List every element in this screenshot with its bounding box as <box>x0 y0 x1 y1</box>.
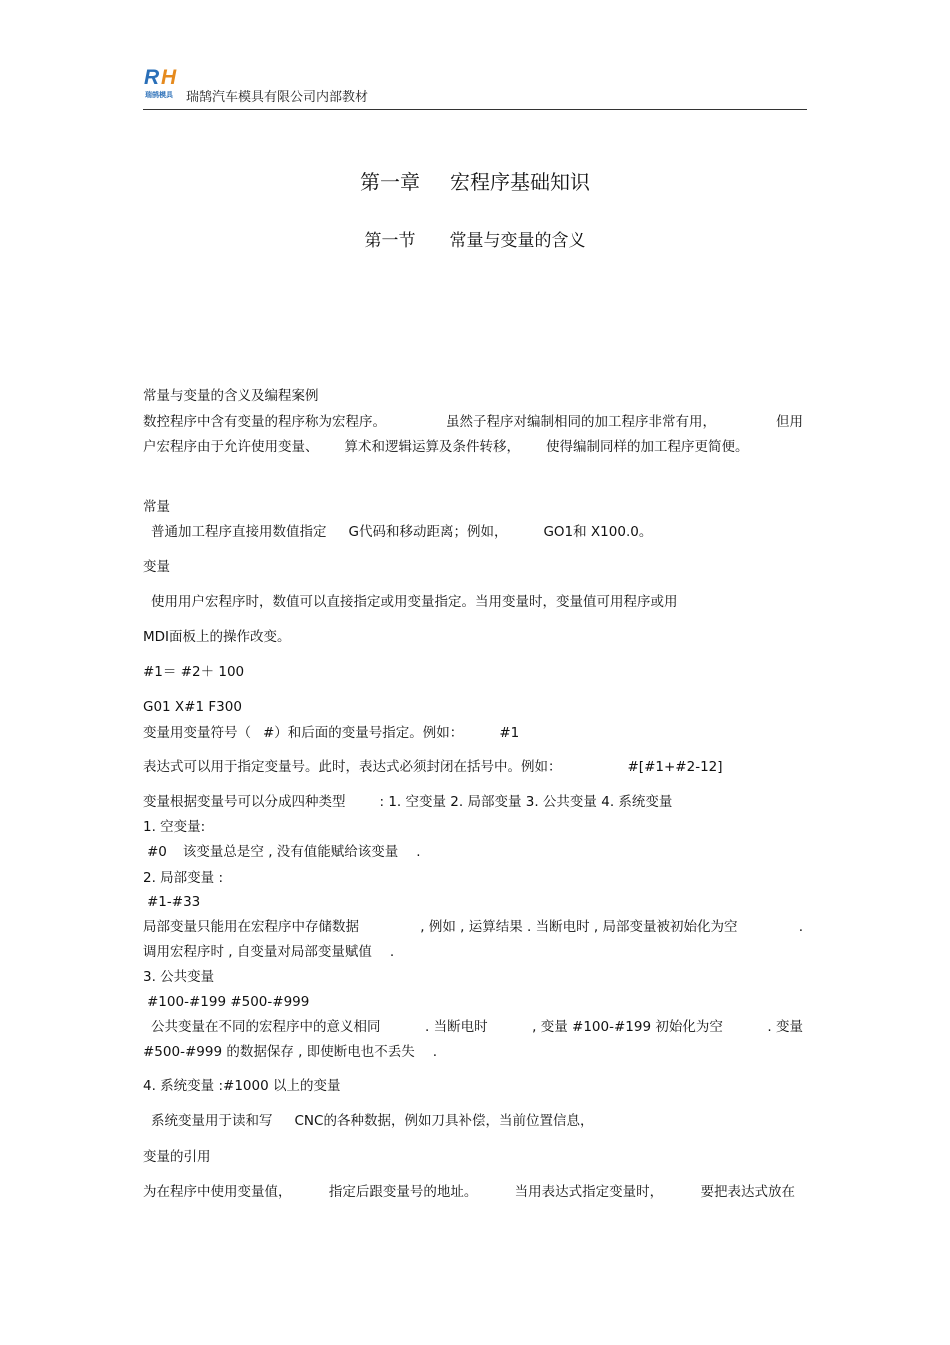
text-span: . <box>432 1044 437 1060</box>
variable-paragraph-line-2: MDI面板上的操作改变。 <box>143 629 291 645</box>
type1-heading: 1. 空变量: <box>143 819 206 835</box>
text-span: 系统变量用于读和写 <box>151 1113 273 1129</box>
text-span: 使得编制同样的加工程序更简便。 <box>546 439 749 455</box>
text-span: . <box>798 919 803 935</box>
text-span: 变量用变量符号（ <box>143 725 251 741</box>
text-span: 为在程序中使用变量值， <box>143 1184 292 1200</box>
text-span: 表达式可以用于指定变量号。此时，表达式必须封闭在括号中。例如： <box>143 759 562 775</box>
intro-paragraph-line-2 <box>143 438 749 456</box>
chapter-title <box>0 166 950 195</box>
text-span: 虽然子程序对编制相同的加工程序非常有用， <box>446 414 716 430</box>
text-span: 调用宏程序时 , 自变量对局部变量赋值 <box>143 944 372 960</box>
text-span: #[#1+#2-12] <box>627 759 723 775</box>
text-span: , 变量 #100-#199 初始化为空 <box>532 1019 723 1035</box>
text-span: GO1和 X100.0。 <box>543 524 653 540</box>
text-span: , 例如 , 运算结果 . 当断电时 , 局部变量被初始化为空 <box>420 919 738 935</box>
text-span: 局部变量只能用在宏程序中存储数据 <box>143 919 359 935</box>
reference-heading: 变量的引用 <box>143 1149 211 1165</box>
text-span: CNC的各种数据，例如刀具补偿，当前位置信息， <box>294 1113 594 1129</box>
text-span: 户宏程序由于允许使用变量、 <box>143 439 319 455</box>
text-span: 但用 <box>776 414 803 430</box>
text-span: : 1. 空变量 2. 局部变量 3. 公共变量 4. 系统变量 <box>379 794 673 810</box>
text-span: 指定后跟变量号的地址。 <box>328 1184 478 1200</box>
type2-paragraph-line-1 <box>143 918 803 936</box>
text-span: 变量根据变量号可以分成四种类型 <box>143 794 346 810</box>
text-span: 数控程序中含有变量的程序称为宏程序。 <box>143 414 386 430</box>
variable-heading: 变量 <box>143 559 170 575</box>
type4-heading: 4. 系统变量 :#1000 以上的变量 <box>143 1078 341 1094</box>
text-span: 普通加工程序直接用数值指定 <box>151 524 327 540</box>
type2-heading: 2. 局部变量 : <box>143 870 224 886</box>
expression-line <box>143 758 723 776</box>
intro-heading: 常量与变量的含义及编程案例 <box>143 388 319 404</box>
logo-letter-r: R <box>144 66 160 89</box>
text-span: . 当断电时 <box>425 1019 488 1035</box>
text-span: 该变量总是空 , 没有值能赋给该变量 <box>182 844 399 860</box>
text-span: #500-#999 的数据保存 , 即使断电也不丢失 <box>143 1044 415 1060</box>
header-divider <box>143 109 807 110</box>
page-header <box>143 66 807 110</box>
section-name: 常量与变量的含义 <box>449 231 586 251</box>
type1-description <box>147 843 421 861</box>
code-line-2: G01 X#1 F300 <box>143 699 242 715</box>
text-span: . <box>389 944 395 960</box>
section-number: 第一节 <box>364 231 416 251</box>
text-span: 当用表达式指定变量时， <box>514 1184 664 1200</box>
code-line-1: #1＝ #2＋ 100 <box>143 664 245 680</box>
company-logo <box>143 66 185 100</box>
text-span: 要把表达式放在 <box>700 1184 795 1200</box>
text-span: #1 <box>499 725 520 741</box>
type3-heading: 3. 公共变量 <box>143 969 215 985</box>
variable-paragraph-line-1: 使用用户宏程序时，数值可以直接指定或用变量指定。当用变量时，变量值可用程序或用 <box>151 594 678 610</box>
chapter-number: 第一章 <box>360 170 420 194</box>
intro-paragraph-line-1 <box>143 413 803 431</box>
header-title: 瑞鹄汽车模具有限公司内部教材 <box>186 90 369 105</box>
logo-subtext: 瑞鹄模具 <box>145 91 173 99</box>
constant-paragraph <box>151 523 652 541</box>
logo-letter-h: H <box>161 66 177 89</box>
variable-symbol-line <box>143 724 519 742</box>
chapter-name: 宏程序基础知识 <box>450 170 590 194</box>
text-span: 公共变量在不同的宏程序中的意义相同 <box>151 1019 381 1035</box>
text-span: G代码和移动距离；例如， <box>348 524 508 540</box>
constant-heading: 常量 <box>143 499 170 515</box>
text-span: 算术和逻辑运算及条件转移， <box>344 439 520 455</box>
type3-paragraph-line-1 <box>151 1018 803 1036</box>
type3-paragraph-line-2 <box>143 1043 437 1061</box>
text-span: . 变量 <box>767 1019 803 1035</box>
text-span: . <box>416 844 421 860</box>
section-title <box>0 226 950 251</box>
type2-paragraph-line-2 <box>143 943 394 961</box>
type3-range: #100-#199 #500-#999 <box>147 994 310 1010</box>
text-span: #）和后面的变量号指定。例如： <box>263 725 464 741</box>
type4-description <box>151 1112 593 1130</box>
variable-types-line <box>143 793 672 811</box>
type2-range: #1-#33 <box>147 894 201 910</box>
reference-paragraph-line-1 <box>143 1183 795 1201</box>
text-span: #0 <box>147 844 167 860</box>
